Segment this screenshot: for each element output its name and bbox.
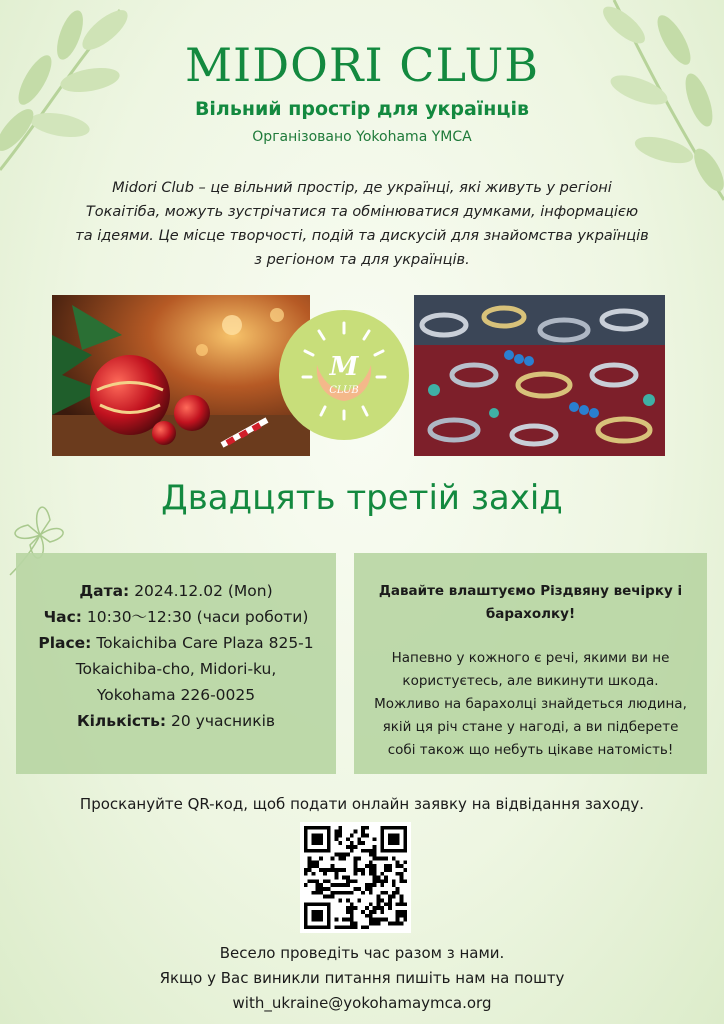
- footer-line1: Весело проведіть час разом з нами.: [219, 944, 505, 962]
- place-value-line2: Tokaichiba-cho, Midori-ku,: [75, 660, 277, 678]
- promo-body: Напевно у кожного є речі, якими ви не користуєтесь, але викинути шкода. Можливо на барахолці знайдеться людина, якій ця річ стане у нагоді, а ви підберете собі також що небуть цікаве натомість!: [374, 650, 687, 758]
- christmas-photo: [52, 295, 310, 456]
- leaf-branch-icon: [0, 0, 150, 190]
- promo-heading: Давайте влаштуємо Різдвяну вечірку і барахолку!: [378, 583, 683, 622]
- intro-paragraph: Midori Club – це вільний простір, де українці, які живуть у регіоні Токаітіба, можуть зустрічатися та обмінюватися думками, інформацією та ідеями. Це місце творчості, подій та дискусій для знайомства українців з регіоном та для українців.: [75, 180, 649, 268]
- svg-text:CLUB: CLUB: [329, 385, 359, 396]
- count-value: 20 учасників: [171, 712, 276, 730]
- flea-market-photo: [414, 295, 665, 456]
- club-subtitle: Вільний простір для українців: [194, 98, 530, 120]
- place-value: Tokaichiba Care Plaza 825-1: [96, 634, 314, 652]
- svg-text:M: M: [329, 352, 359, 382]
- place-label: Place:: [38, 634, 92, 652]
- footer: [0, 941, 724, 1016]
- date-value: 2024.12.02 (Mon): [134, 582, 273, 600]
- time-value: 10:30～12:30 (часи роботи): [86, 608, 309, 626]
- qr-code[interactable]: [300, 822, 411, 933]
- qr-caption: Проскануйте QR-код, щоб подати онлайн заявку на відвідання заходу.: [79, 795, 645, 813]
- event-heading: Двадцять третій захід: [161, 478, 563, 518]
- club-title: MIDORI CLUB: [184, 38, 540, 92]
- count-label: Кількість:: [76, 712, 167, 730]
- place-value-line3: Yokohama 226-0025: [96, 686, 256, 704]
- footer-line2: Якщо у Вас виникли питання пишіть нам на пошту: [159, 969, 565, 987]
- contact-email[interactable]: with_ukraine@yokohamaymca.org: [232, 994, 492, 1012]
- date-label: Дата:: [79, 582, 130, 600]
- event-description: [362, 580, 699, 762]
- organizer-line: Організовано Yokohama YMCA: [252, 129, 472, 145]
- time-label: Час:: [43, 608, 82, 626]
- midori-club-logo: [279, 287, 409, 462]
- event-details: [16, 578, 336, 734]
